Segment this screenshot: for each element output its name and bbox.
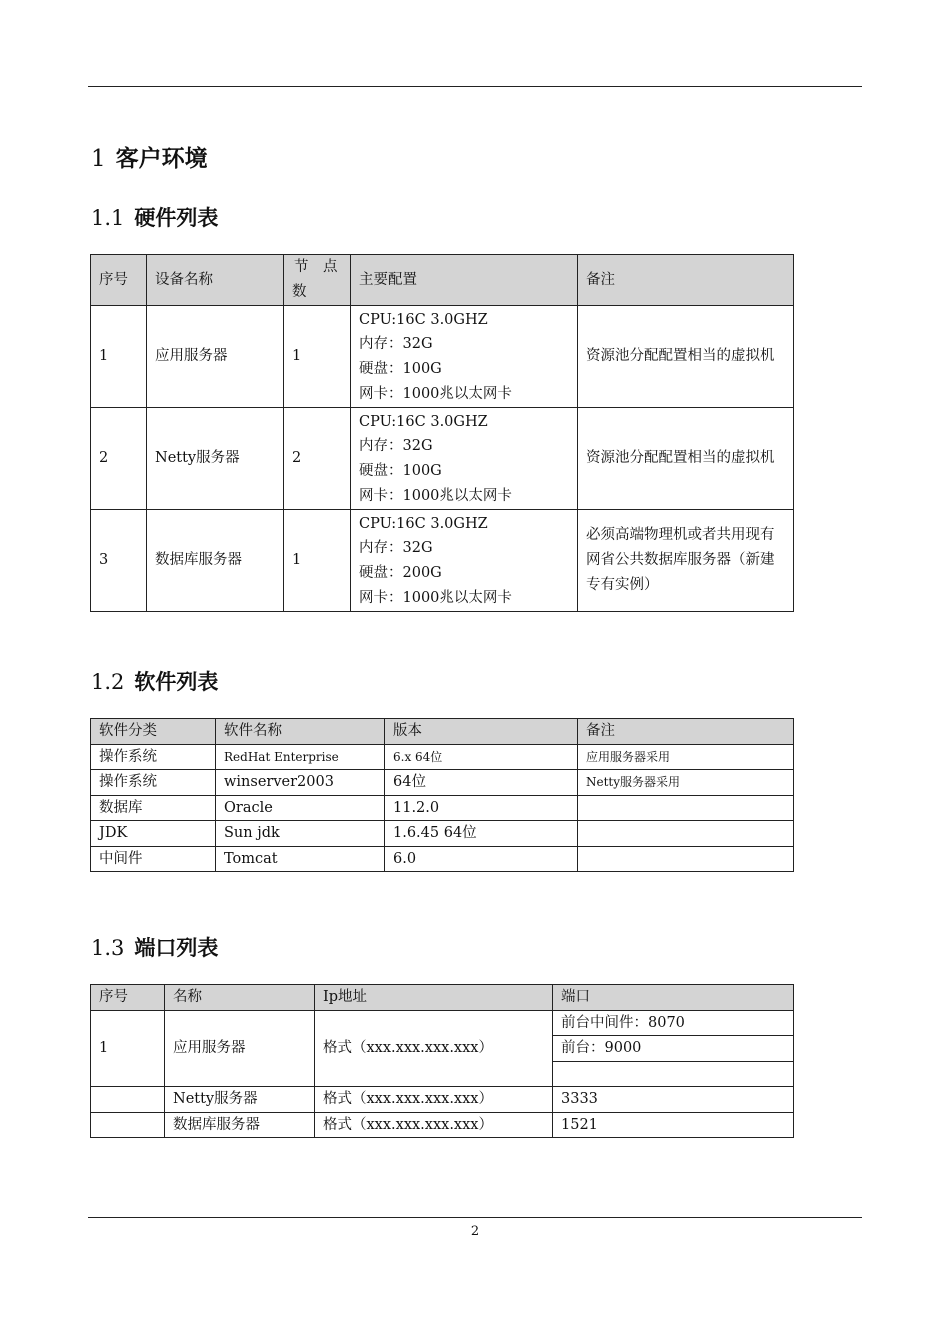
heading-hardware-list: [91, 202, 218, 232]
spec-cpu: CPU:16C 3.0GHZ: [359, 413, 488, 430]
page-number: 2: [470, 1224, 480, 1239]
spec-disk: 硬盘：200G: [359, 565, 442, 581]
table-row: [91, 510, 794, 612]
col-header-port: 端口: [553, 985, 794, 1011]
heading-number: 1: [91, 146, 106, 172]
heading-text: 端口列表: [134, 936, 219, 960]
hardware-table: [90, 254, 794, 612]
table-row: [91, 770, 794, 796]
cell-name: Netty服务器: [165, 1087, 315, 1113]
col-header-notes: 备注: [578, 719, 794, 745]
table-row: [91, 408, 794, 510]
col-header-nodes: [284, 255, 351, 306]
cell-port: 前台：9000: [553, 1036, 794, 1062]
table-row: [91, 846, 794, 872]
cell-category: 数据库: [91, 795, 216, 821]
cell-version: 64位: [385, 770, 578, 796]
cell-device-name: Netty服务器: [147, 408, 284, 510]
cell-ip: 格式（xxx.xxx.xxx.xxx）: [315, 1112, 553, 1138]
heading-text: 客户环境: [115, 146, 208, 172]
cell-nodes: 1: [284, 510, 351, 612]
cell-no: 1: [91, 1010, 165, 1087]
col-header-name: 名称: [165, 985, 315, 1011]
col-header-no: 序号: [91, 255, 147, 306]
cell-port: 3333: [553, 1087, 794, 1113]
col-header-main-config: 主要配置: [351, 255, 578, 306]
table-row: [91, 1087, 794, 1113]
spec-memory: 内存：32G: [359, 540, 433, 557]
heading-text: 硬件列表: [134, 206, 219, 230]
table-header-row: [91, 719, 794, 745]
cell-port: 前台中间件：8070: [553, 1010, 794, 1036]
heading-customer-environment: [91, 140, 208, 173]
heading-number: 1.2: [91, 670, 125, 694]
cell-no: [91, 1112, 165, 1138]
cell-port: [553, 1061, 794, 1087]
cell-version: 6.0: [385, 846, 578, 872]
spec-disk: 硬盘：100G: [359, 361, 442, 377]
col-header-notes: 备注: [578, 255, 794, 306]
heading-number: 1.1: [91, 206, 125, 230]
cell-note: 必须高端物理机或者共用现有网省公共数据库服务器（新建专有实例）: [578, 510, 794, 612]
cell-software-name: Sun jdk: [216, 821, 385, 847]
spec-disk: 硬盘：100G: [359, 463, 442, 479]
cell-software-name: Oracle: [216, 795, 385, 821]
cell-version: 11.2.0: [385, 795, 578, 821]
table-header-row: [91, 255, 794, 306]
table-row: [91, 795, 794, 821]
cell-software-name: Tomcat: [216, 846, 385, 872]
table-header-row: [91, 985, 794, 1011]
heading-port-list: [91, 932, 218, 962]
cell-port: 1521: [553, 1112, 794, 1138]
header-rule: [88, 86, 862, 87]
cell-no: 3: [91, 510, 147, 612]
cell-note: [578, 795, 794, 821]
cell-category: 操作系统: [91, 744, 216, 770]
col-header-ip: Ip地址: [315, 985, 553, 1011]
cell-name: 应用服务器: [165, 1010, 315, 1087]
cell-category: 中间件: [91, 846, 216, 872]
cell-version: 1.6.45 64位: [385, 821, 578, 847]
heading-software-list: [91, 666, 218, 696]
cell-spec: [351, 510, 578, 612]
spec-memory: 内存：32G: [359, 438, 433, 455]
col-header-version: 版本: [385, 719, 578, 745]
col-header-device-name: 设备名称: [147, 255, 284, 306]
cell-note: [578, 846, 794, 872]
cell-note: [578, 821, 794, 847]
cell-software-name: winserver2003: [216, 770, 385, 796]
spec-cpu: CPU:16C 3.0GHZ: [359, 311, 488, 328]
col-header-no: 序号: [91, 985, 165, 1011]
cell-category: 操作系统: [91, 770, 216, 796]
table-row: [91, 744, 794, 770]
spec-nic: 网卡：1000兆以太网卡: [359, 385, 512, 402]
cell-nodes: 2: [284, 408, 351, 510]
software-table: [90, 718, 794, 872]
cell-note: 资源池分配配置相当的虚拟机: [578, 408, 794, 510]
spec-cpu: CPU:16C 3.0GHZ: [359, 515, 488, 532]
spec-memory: 内存：32G: [359, 336, 433, 353]
table-row: [91, 306, 794, 408]
cell-no: 2: [91, 408, 147, 510]
spec-nic: 网卡：1000兆以太网卡: [359, 589, 512, 606]
cell-ip: 格式（xxx.xxx.xxx.xxx）: [315, 1010, 553, 1087]
cell-no: [91, 1087, 165, 1113]
col-header-software-name: 软件名称: [216, 719, 385, 745]
table-row: [91, 821, 794, 847]
heading-text: 软件列表: [134, 670, 219, 694]
spec-nic: 网卡：1000兆以太网卡: [359, 487, 512, 504]
cell-version: 6.x 64位: [385, 744, 578, 770]
cell-ip: 格式（xxx.xxx.xxx.xxx）: [315, 1087, 553, 1113]
cell-note: 资源池分配配置相当的虚拟机: [578, 306, 794, 408]
cell-spec: [351, 408, 578, 510]
table-row: [91, 1112, 794, 1138]
table-row: [91, 1010, 794, 1036]
cell-device-name: 应用服务器: [147, 306, 284, 408]
cell-note: 应用服务器采用: [578, 744, 794, 770]
port-table: [90, 984, 794, 1138]
cell-name: 数据库服务器: [165, 1112, 315, 1138]
col-header-nodes-line1: 节 点: [294, 259, 338, 275]
footer-rule: [88, 1217, 862, 1218]
cell-note: Netty服务器采用: [578, 770, 794, 796]
heading-number: 1.3: [91, 936, 125, 960]
cell-no: 1: [91, 306, 147, 408]
cell-spec: [351, 306, 578, 408]
col-header-category: 软件分类: [91, 719, 216, 745]
col-header-nodes-line2: 数: [292, 284, 307, 300]
cell-software-name: RedHat Enterprise: [216, 744, 385, 770]
cell-nodes: 1: [284, 306, 351, 408]
cell-device-name: 数据库服务器: [147, 510, 284, 612]
cell-category: JDK: [91, 821, 216, 847]
